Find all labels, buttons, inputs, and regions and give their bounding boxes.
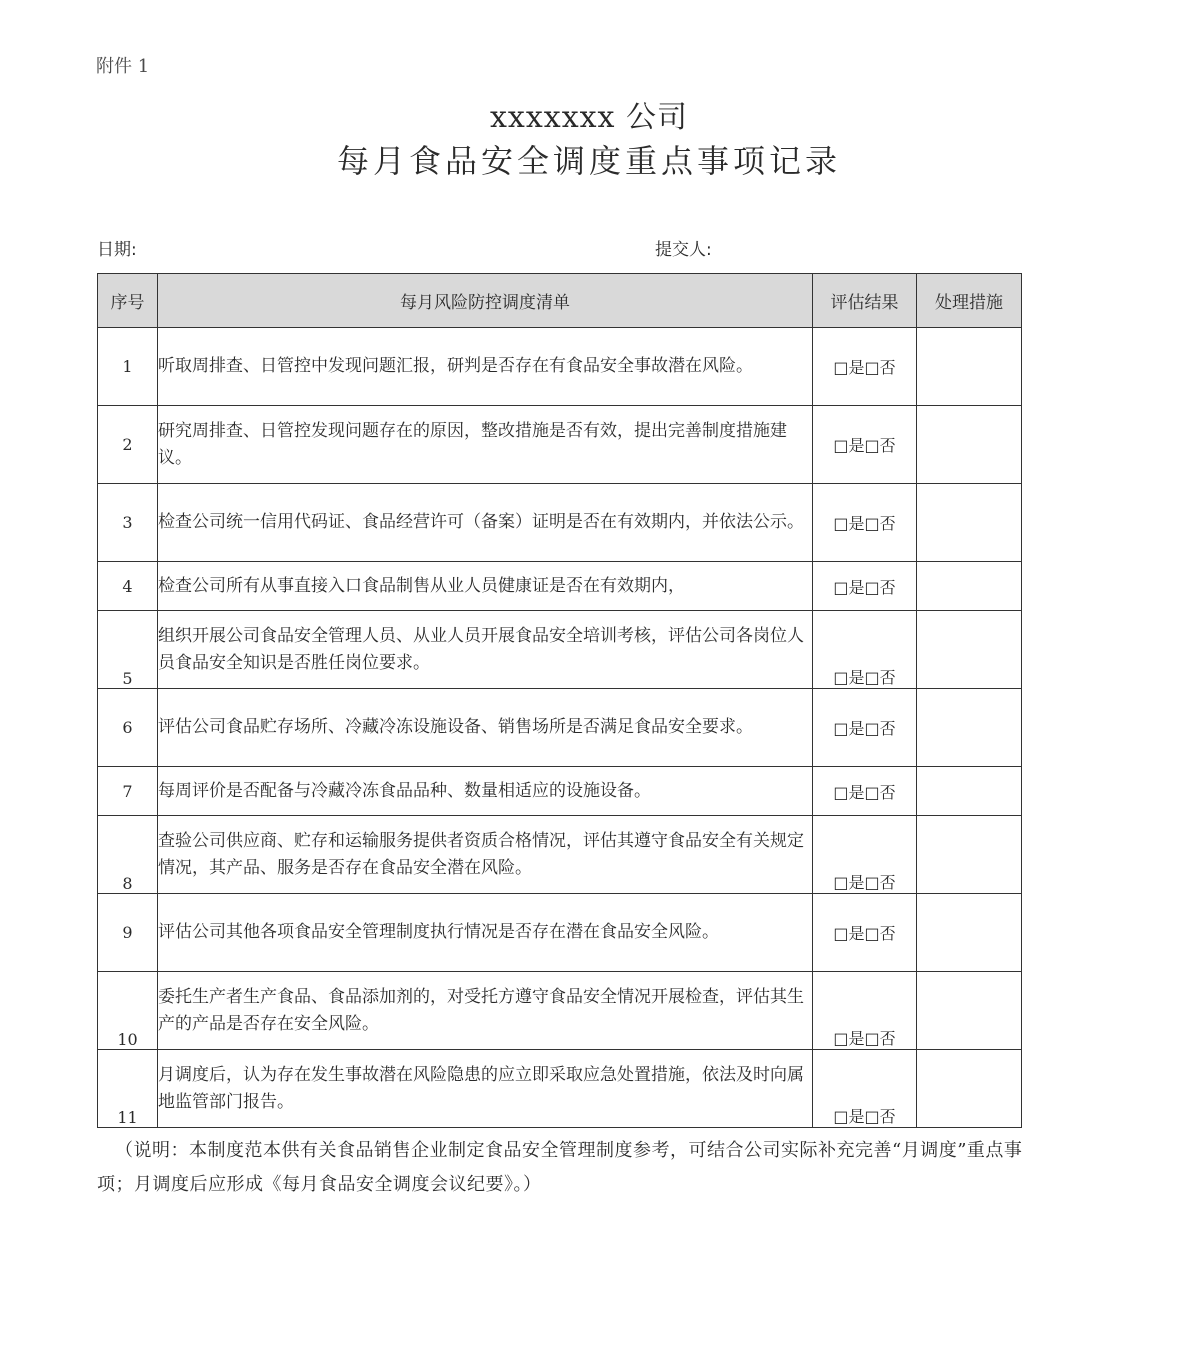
date-label: 日期: [97, 240, 137, 260]
action-cell[interactable] [917, 689, 1022, 767]
table-row [98, 611, 1022, 689]
checklist-item: 研究周排查、日管控发现问题存在的原因，整改措施是否有效，提出完善制度措施建议。 [158, 406, 813, 484]
row-number: 8 [98, 816, 158, 894]
explanation-note: （说明：本制度范本供有关食品销售企业制定食品安全管理制度参考，可结合公司实际补充完善“月调度”重点事项；月调度后应形成《每月食品安全调度会议纪要》。） [97, 1140, 1023, 1195]
checklist-item: 组织开展公司食品安全管理人员、从业人员开展食品安全培训考核，评估公司各岗位人员食品安全知识是否胜任岗位要求。 [158, 611, 813, 689]
checklist-item: 查验公司供应商、贮存和运输服务提供者资质合格情况，评估其遵守食品安全有关规定情况，其产品、服务是否存在食品安全潜在风险。 [158, 816, 813, 894]
result-checkbox[interactable]: □是□否 [813, 816, 917, 894]
checklist-item: 委托生产者生产食品、食品添加剂的，对受托方遵守食品安全情况开展检查，评估其生产的产品是否存在安全风险。 [158, 972, 813, 1050]
result-checkbox[interactable]: □是□否 [813, 484, 917, 562]
row-number: 3 [98, 484, 158, 562]
checklist-item: 检查公司所有从事直接入口食品制售从业人员健康证是否在有效期内， [158, 562, 813, 611]
row-number: 5 [98, 611, 158, 689]
action-cell[interactable] [917, 328, 1022, 406]
row-number: 9 [98, 894, 158, 972]
table-header-row [98, 274, 1022, 328]
attachment-label: 附件 1 [96, 56, 150, 77]
column-header-result: 评估结果 [813, 274, 917, 328]
action-cell[interactable] [917, 562, 1022, 611]
submitter-label: 提交人: [655, 240, 712, 260]
checklist-item: 检查公司统一信用代码证、食品经营许可（备案）证明是否在有效期内，并依法公示。 [158, 484, 813, 562]
table-row [98, 562, 1022, 611]
row-number: 2 [98, 406, 158, 484]
table-row [98, 972, 1022, 1050]
table-row [98, 816, 1022, 894]
checklist-item: 评估公司食品贮存场所、冷藏冷冻设施设备、销售场所是否满足食品安全要求。 [158, 689, 813, 767]
result-checkbox[interactable]: □是□否 [813, 562, 917, 611]
row-number: 6 [98, 689, 158, 767]
result-checkbox[interactable]: □是□否 [813, 611, 917, 689]
table-row [98, 1050, 1022, 1128]
table-row [98, 484, 1022, 562]
result-checkbox[interactable]: □是□否 [813, 1050, 917, 1128]
column-header-action: 处理措施 [917, 274, 1022, 328]
column-header-checklist: 每月风险防控调度清单 [158, 274, 813, 328]
action-cell[interactable] [917, 1050, 1022, 1128]
row-number: 10 [98, 972, 158, 1050]
action-cell[interactable] [917, 894, 1022, 972]
table-row [98, 894, 1022, 972]
action-cell[interactable] [917, 611, 1022, 689]
action-cell[interactable] [917, 484, 1022, 562]
result-checkbox[interactable]: □是□否 [813, 406, 917, 484]
result-checkbox[interactable]: □是□否 [813, 894, 917, 972]
action-cell[interactable] [917, 406, 1022, 484]
result-checkbox[interactable]: □是□否 [813, 972, 917, 1050]
checklist-item: 听取周排查、日管控中发现问题汇报，研判是否存在有食品安全事故潜在风险。 [158, 328, 813, 406]
row-number: 11 [98, 1050, 158, 1128]
company-name: xxxxxxx 公司 [490, 100, 688, 135]
action-cell[interactable] [917, 972, 1022, 1050]
checklist-item: 评估公司其他各项食品安全管理制度执行情况是否存在潜在食品安全风险。 [158, 894, 813, 972]
checklist-item: 每周评价是否配备与冷藏冷冻食品品种、数量相适应的设施设备。 [158, 767, 813, 816]
result-checkbox[interactable]: □是□否 [813, 328, 917, 406]
action-cell[interactable] [917, 816, 1022, 894]
row-number: 1 [98, 328, 158, 406]
result-checkbox[interactable]: □是□否 [813, 767, 917, 816]
result-checkbox[interactable]: □是□否 [813, 689, 917, 767]
column-header-number: 序号 [98, 274, 158, 328]
table-row [98, 328, 1022, 406]
table-row [98, 406, 1022, 484]
table-row [98, 689, 1022, 767]
record-table [97, 273, 1022, 1128]
row-number: 4 [98, 562, 158, 611]
page-title: 每月食品安全调度重点事项记录 [336, 142, 841, 180]
table-row [98, 767, 1022, 816]
action-cell[interactable] [917, 767, 1022, 816]
checklist-item: 月调度后，认为存在发生事故潜在风险隐患的应立即采取应急处置措施，依法及时向属地监管部门报告。 [158, 1050, 813, 1128]
row-number: 7 [98, 767, 158, 816]
